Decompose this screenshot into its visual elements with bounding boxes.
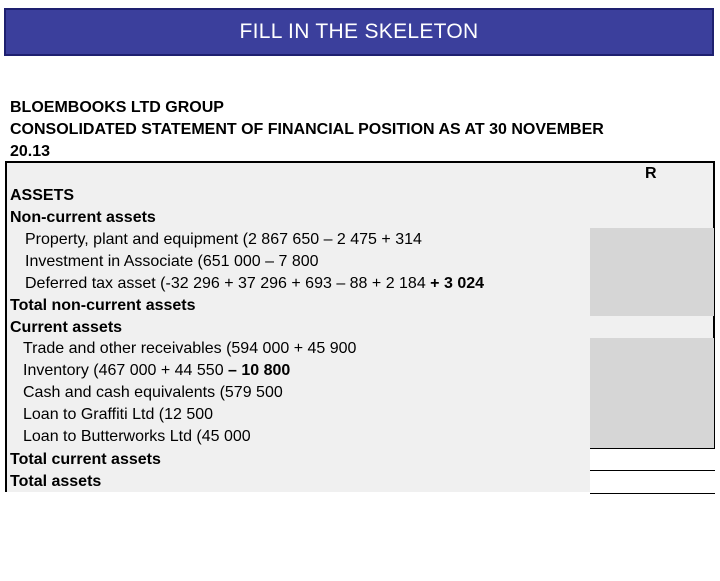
current-amount-cells[interactable]	[590, 338, 714, 448]
total-assets-cell[interactable]	[590, 470, 715, 494]
company-name: BLOEMBOOKS LTD GROUP	[10, 99, 224, 116]
ppe-row: Property, plant and equipment (2 867 650 – 2 475 + 314	[25, 231, 422, 248]
banner-title: FILL IN THE SKELETON	[239, 20, 479, 43]
non-current-assets-heading: Non-current assets	[10, 209, 156, 226]
table-top-rule	[6, 161, 715, 163]
cash-row: Cash and cash equivalents (579 500	[23, 384, 283, 401]
current-assets-heading: Current assets	[10, 319, 123, 336]
total-non-current-row: Total non-current assets	[10, 297, 196, 314]
title-banner	[4, 8, 714, 56]
deferred-tax-row	[25, 275, 484, 293]
non-current-amount-cells[interactable]	[590, 228, 714, 316]
inventory-label: Inventory (467 000 + 44 550	[23, 362, 224, 379]
assets-heading: ASSETS	[10, 187, 75, 204]
inventory-row	[23, 362, 290, 380]
statement-title: CONSOLIDATED STATEMENT OF FINANCIAL POSITION AS AT 30 NOVEMBER	[10, 121, 604, 138]
loan-graffiti-row: Loan to Graffiti Ltd (12 500	[23, 406, 214, 423]
amount-column-header: R	[645, 165, 657, 182]
total-current-assets-row: Total current assets	[10, 451, 161, 468]
total-assets-row: Total assets	[10, 473, 102, 490]
table-left-border	[5, 161, 7, 492]
investment-associate-row: Investment in Associate (651 000 – 7 800	[25, 253, 319, 270]
deferred-tax-adjustment: + 3 024	[425, 275, 485, 292]
loan-butterworks-row: Loan to Butterworks Ltd (45 000	[23, 428, 251, 445]
statement-year: 20.13	[10, 143, 51, 160]
total-current-assets-cell[interactable]	[590, 448, 715, 471]
deferred-tax-label: Deferred tax asset (-32 296 + 37 296 + 693 – 88 + 2 184	[25, 275, 426, 292]
inventory-adjustment: – 10 800	[223, 362, 291, 379]
receivables-row: Trade and other receivables (594 000 + 45 900	[23, 340, 357, 357]
